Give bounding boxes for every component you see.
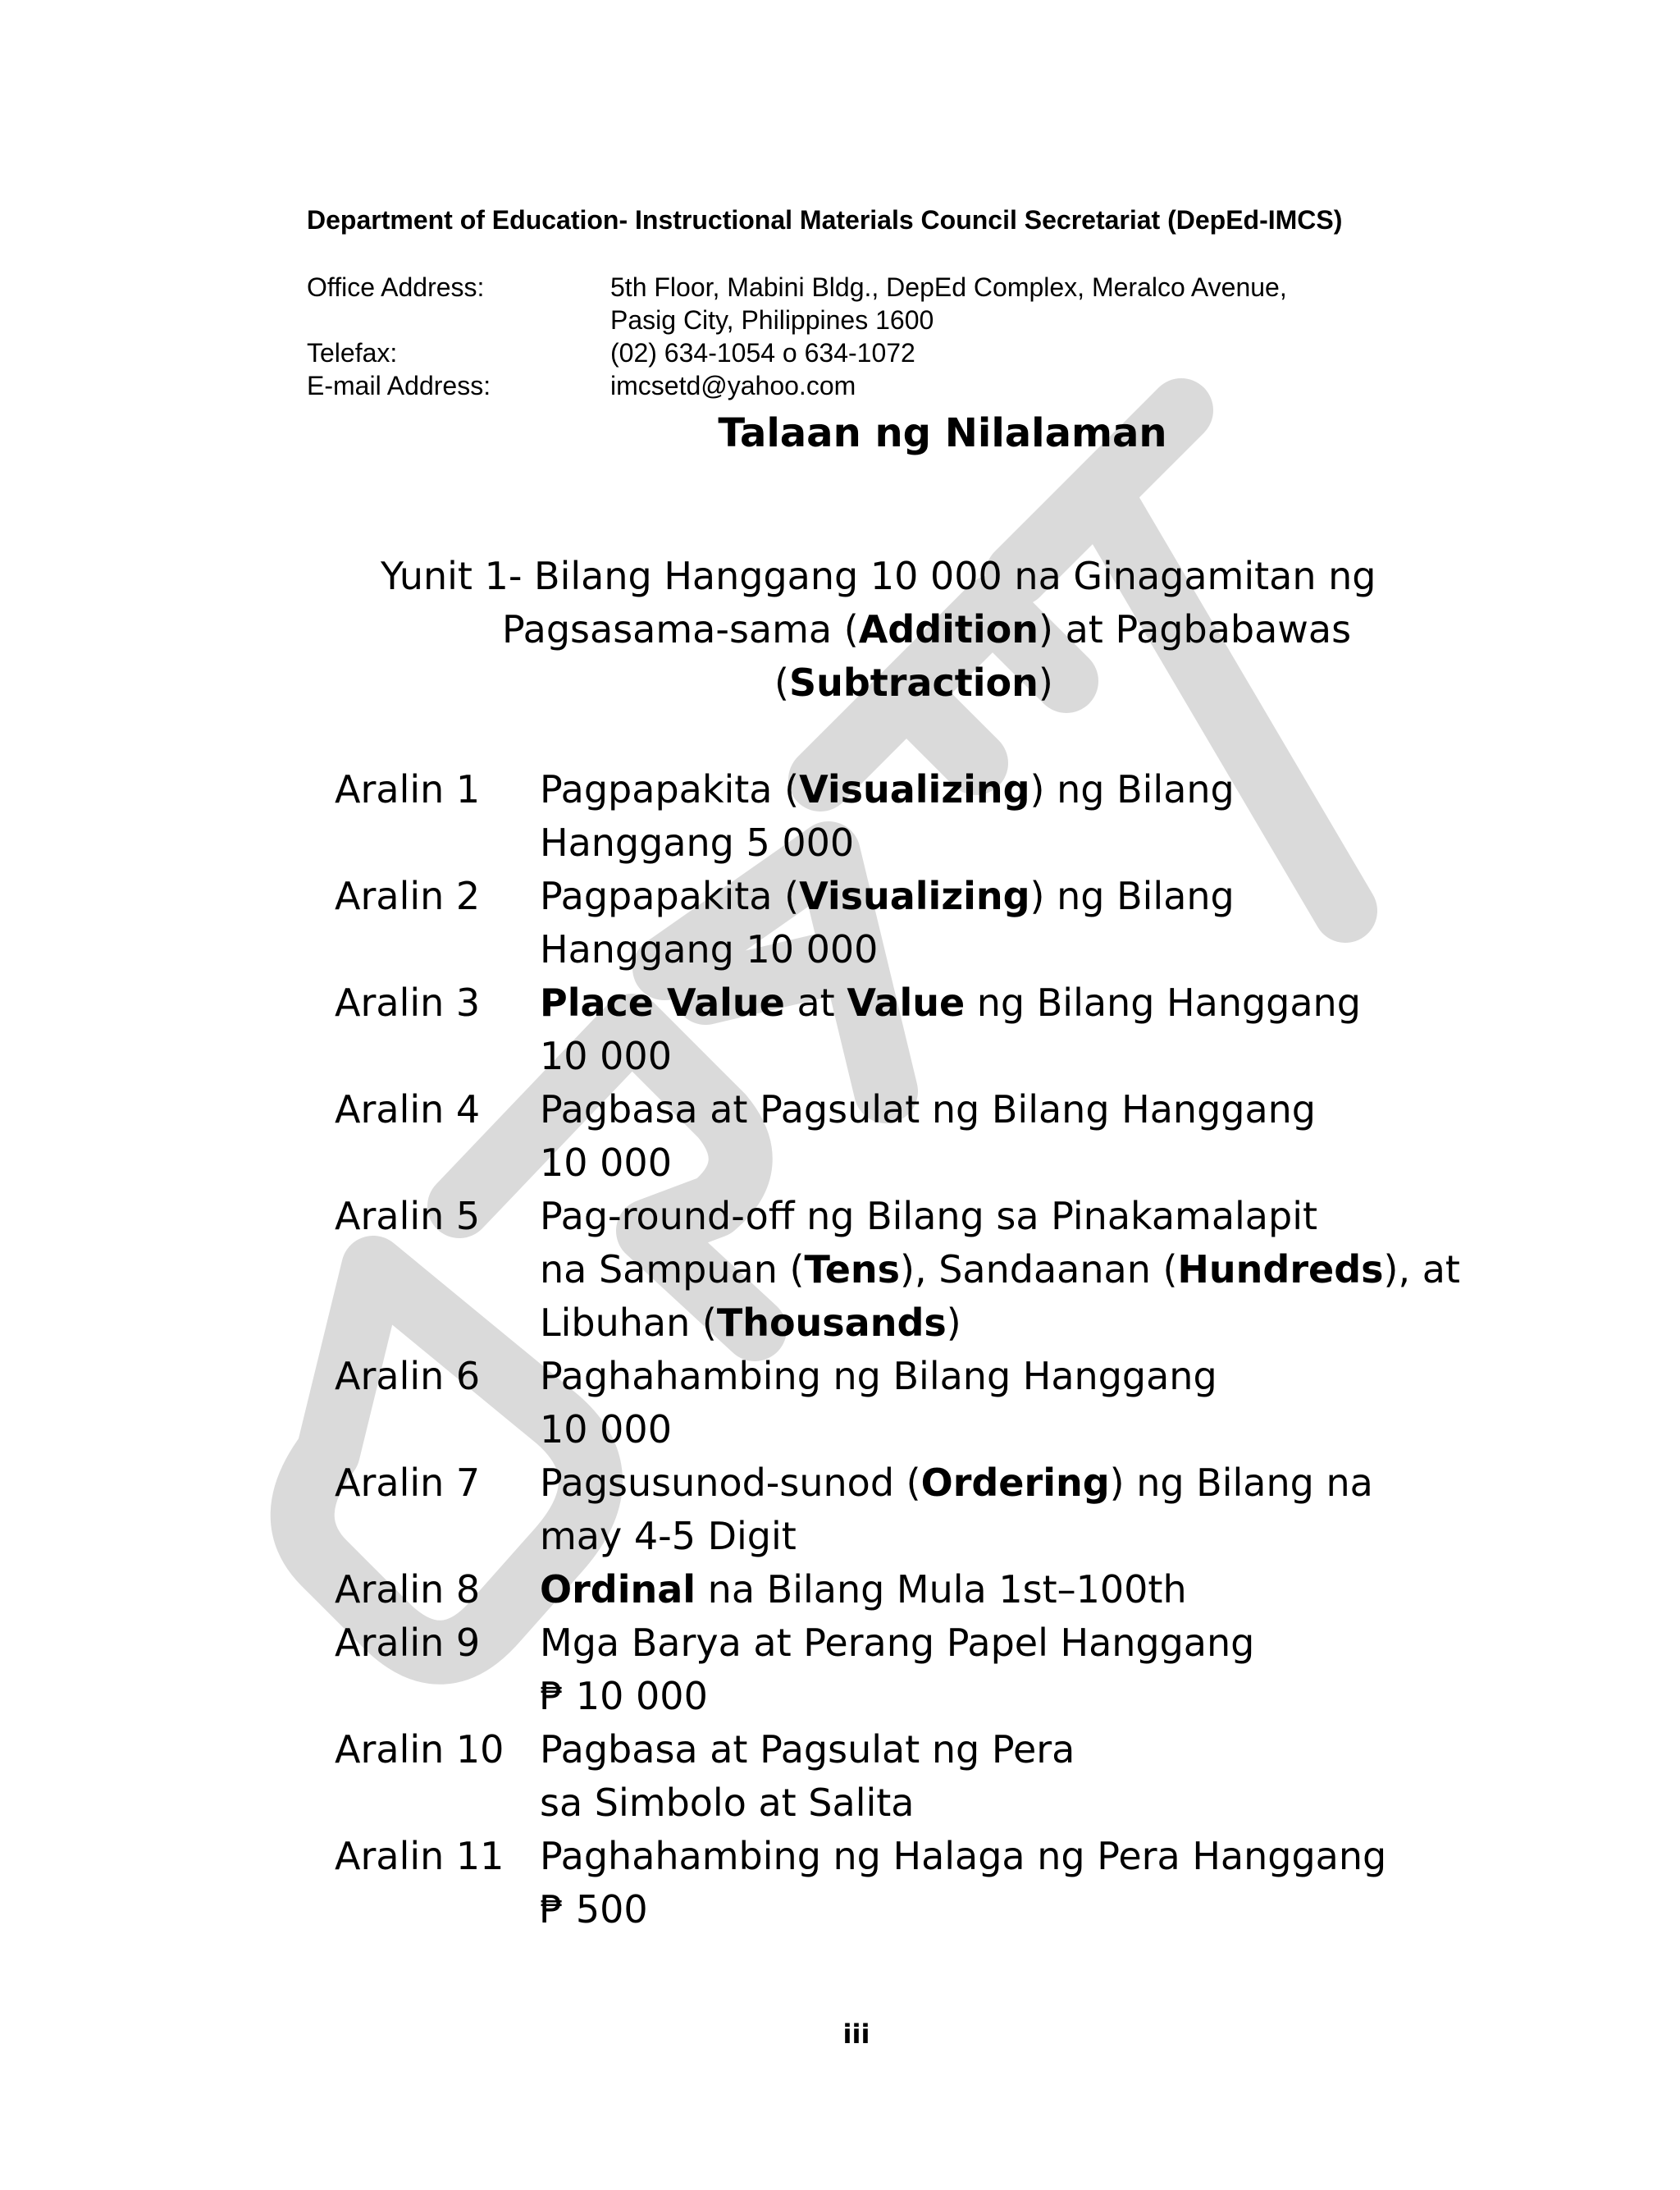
lesson-title: [540, 1723, 1450, 1830]
lesson-title-line: Pagbasa at Pagsulat ng Pera: [540, 1727, 1075, 1772]
office-address-label: Office Address:: [307, 272, 485, 302]
lesson-title: [540, 870, 1450, 976]
lesson-number: Aralin 11: [335, 1834, 504, 1878]
unit-line-2: Pagsasama-sama (Addition) at Pagbabawas: [502, 607, 1352, 652]
lesson-title: [540, 763, 1450, 870]
lesson-item: [335, 763, 1450, 870]
toc-title: Talaan ng Nilalaman: [718, 410, 1167, 456]
lesson-item: [335, 1456, 1450, 1563]
lesson-title-line: Paghahambing ng Bilang Hanggang: [540, 1354, 1217, 1398]
lesson-title-line: ₱ 500: [540, 1887, 648, 1932]
lesson-number: Aralin 6: [335, 1354, 481, 1398]
lesson-number: Aralin 3: [335, 981, 481, 1025]
lesson-title-line: Hanggang 10 000: [540, 927, 879, 972]
lesson-title-line: Pagpapakita (Visualizing) ng Bilang: [540, 874, 1235, 918]
unit-heading: [0, 550, 1680, 710]
office-address-line2: Pasig City, Philippines 1600: [610, 305, 934, 335]
lesson-title: [540, 976, 1450, 1083]
lesson-title: [540, 1190, 1460, 1350]
telefax-value: (02) 634-1054 o 634-1072: [610, 338, 915, 368]
lesson-number: Aralin 10: [335, 1727, 504, 1772]
unit-line-3: (Subtraction): [774, 661, 1053, 705]
email-label: E-mail Address:: [307, 371, 491, 400]
lesson-number: Aralin 8: [335, 1567, 481, 1612]
lesson-item: [335, 1563, 1450, 1616]
organization-name: Department of Education- Instructional Materials Council Secretariat (DepEd-IMCS): [307, 205, 1343, 235]
lesson-title: [540, 1563, 1450, 1616]
lesson-title-line: 10 000: [540, 1034, 672, 1078]
lesson-item: [335, 1190, 1460, 1350]
lesson-title-line: Pagpapakita (Visualizing) ng Bilang: [540, 767, 1235, 812]
lesson-title-line: 10 000: [540, 1407, 672, 1452]
lesson-title-line: ₱ 10 000: [540, 1674, 708, 1718]
lesson-title-line: 10 000: [540, 1141, 672, 1185]
lesson-number: Aralin 1: [335, 767, 481, 812]
lesson-title-line: Pagsusunod-sunod (Ordering) ng Bilang na: [540, 1461, 1373, 1505]
lesson-title-line: Mga Barya at Perang Papel Hanggang: [540, 1621, 1255, 1665]
office-address-line1: 5th Floor, Mabini Bldg., DepEd Complex, Meralco Avenue,: [610, 272, 1287, 302]
lesson-number: Aralin 2: [335, 874, 481, 918]
lesson-title-line: Pagbasa at Pagsulat ng Bilang Hanggang: [540, 1087, 1317, 1132]
lesson-item: [335, 1616, 1450, 1723]
lesson-item: [335, 1830, 1450, 1936]
lesson-title: [540, 1083, 1450, 1190]
lesson-number: Aralin 4: [335, 1087, 481, 1132]
lesson-title-line: Hanggang 5 000: [540, 821, 855, 865]
lesson-title: [540, 1616, 1450, 1723]
lesson-item: [335, 870, 1450, 976]
page-number: iii: [842, 2019, 870, 2050]
lesson-title-line: Ordinal na Bilang Mula 1st–100th: [540, 1567, 1187, 1612]
lesson-title-line: sa Simbolo at Salita: [540, 1781, 915, 1825]
lesson-item: [335, 1723, 1450, 1830]
lesson-title: [540, 1456, 1450, 1563]
unit-line-1: Yunit 1- Bilang Hanggang 10 000 na Ginagamitan ng: [381, 554, 1376, 598]
lesson-number: Aralin 5: [335, 1194, 481, 1238]
lesson-title-line: Pag-round-off ng Bilang sa Pinakamalapit: [540, 1194, 1318, 1238]
lesson-title: [540, 1830, 1450, 1936]
telefax-label: Telefax:: [307, 338, 398, 368]
lesson-title-line: Libuhan (Thousands): [540, 1301, 961, 1345]
email-value: imcsetd@yahoo.com: [610, 371, 856, 400]
lesson-item: [335, 1350, 1450, 1456]
lesson-number: Aralin 9: [335, 1621, 481, 1665]
lesson-title-line: may 4-5 Digit: [540, 1514, 797, 1558]
lesson-title: [540, 1350, 1450, 1456]
lesson-item: [335, 976, 1450, 1083]
lesson-title-line: Place Value at Value ng Bilang Hanggang: [540, 981, 1361, 1025]
lesson-item: [335, 1083, 1450, 1190]
lesson-number: Aralin 7: [335, 1461, 481, 1505]
lesson-title-line: Paghahambing ng Halaga ng Pera Hanggang: [540, 1834, 1387, 1878]
lesson-title-line: na Sampuan (Tens), Sandaanan (Hundreds), at: [540, 1247, 1460, 1292]
lesson-list: [335, 763, 1460, 1936]
